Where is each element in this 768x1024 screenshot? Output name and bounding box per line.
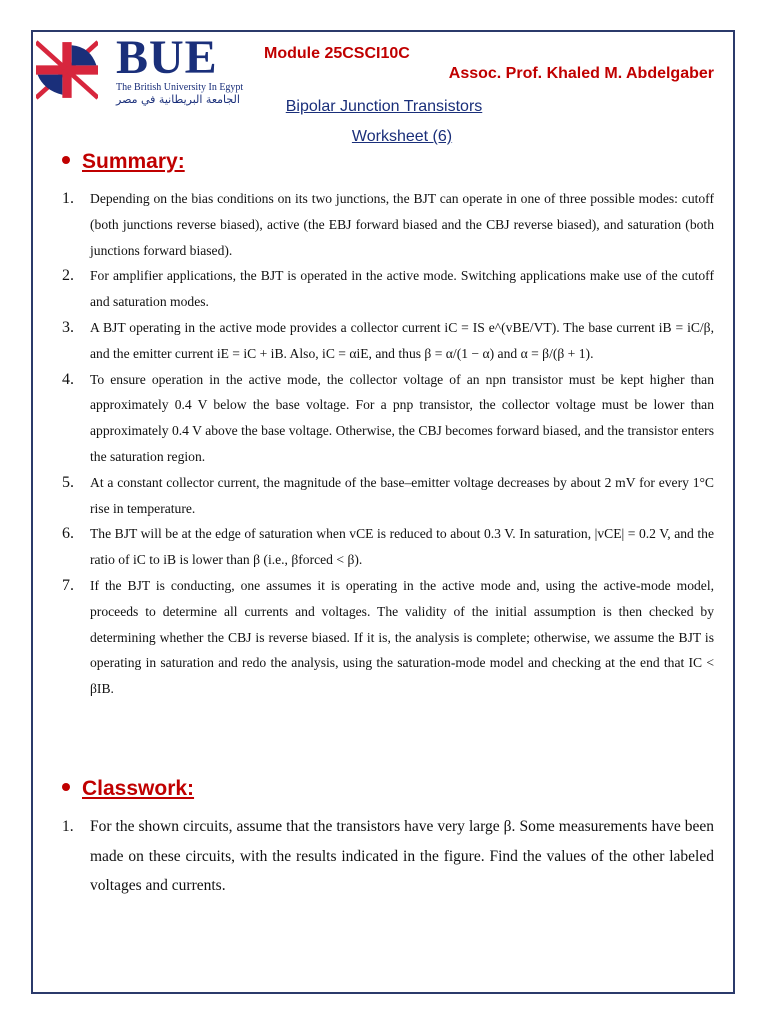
summary-item: 7. If the BJT is conducting, one assumes it is operating in the active mode and, using the active-mode model, proceeds to determine all currents and voltages. The validity of the initial assumption is then checked by determining whether the CBJ is reverse biased. If it is, the analysis is complete; otherwise, we assume the BJT is operating in saturation and redo the analysis, using the saturation-mode model and checking at the end that IC < βIB. <box>62 576 714 697</box>
bullet-icon <box>62 156 70 164</box>
summary-list <box>62 186 714 702</box>
worksheet-title: Bipolar Junction Transistors <box>285 98 483 115</box>
summary-heading: Summary: <box>62 150 185 174</box>
summary-item: 5. At a constant collector current, the magnitude of the base–emitter voltage decreases by about 2 mV for every 1°C rise in temperature. <box>62 473 714 516</box>
instructor-name: Assoc. Prof. Khaled M. Abdelgaber <box>448 65 714 82</box>
summary-item: 4. To ensure operation in the active mode, the collector voltage of an npn transistor must be kept higher than approximately 0.4 V below the base voltage. For a pnp transistor, the collector voltage must be lower than approximately 0.4 V above the base voltage. Otherwise, the CBJ becomes forward biased, and the transistor enters the saturation region. <box>62 370 714 464</box>
summary-item: 6. The BJT will be at the edge of saturation when vCE is reduced to about 0.3 V. In saturation, |vCE| = 0.2 V, and the ratio of iC to iB is lower than β (i.e., βforced < β). <box>62 525 714 568</box>
module-code: Module 25CSCI10C <box>264 45 410 62</box>
logo-subtitle: The British University In Egypt <box>116 82 244 93</box>
bullet-icon <box>62 783 70 791</box>
classwork-heading: Classwork: <box>62 777 194 801</box>
logo-arabic: الجامعة البريطانية في مصر <box>116 93 240 106</box>
classwork-item: 1. For the shown circuits, assume that the transistors have very large β. Some measurements have been made on these circuits, with the results indicated in the figure. Find the values of the other labeled voltages and currents. <box>62 818 714 894</box>
logo-name: BUE <box>116 31 218 84</box>
summary-item: 2. For amplifier applications, the BJT is operated in the active mode. Switching applications make use of the cutoff and saturation modes. <box>62 267 714 310</box>
summary-item: 3. A BJT operating in the active mode provides a collector current iC = IS e^(vBE/VT). The base current iB = iC/β, and the emitter current iE = iC + iB. Also, iC = αiE, and thus β = α/(1 − α) and α = β/(β + 1). <box>62 318 714 361</box>
summary-item: 1. Depending on the bias conditions on its two junctions, the BJT can operate in one of three possible modes: cutoff (both junctions reverse biased), active (the EBJ forward biased and the CBJ reverse biased), and saturation (both junctions forward biased). <box>62 190 714 258</box>
bue-flag-logo-icon <box>36 38 98 102</box>
bue-logo <box>116 31 244 106</box>
worksheet-number: Worksheet (6) <box>351 128 453 145</box>
classwork-list <box>62 812 714 901</box>
